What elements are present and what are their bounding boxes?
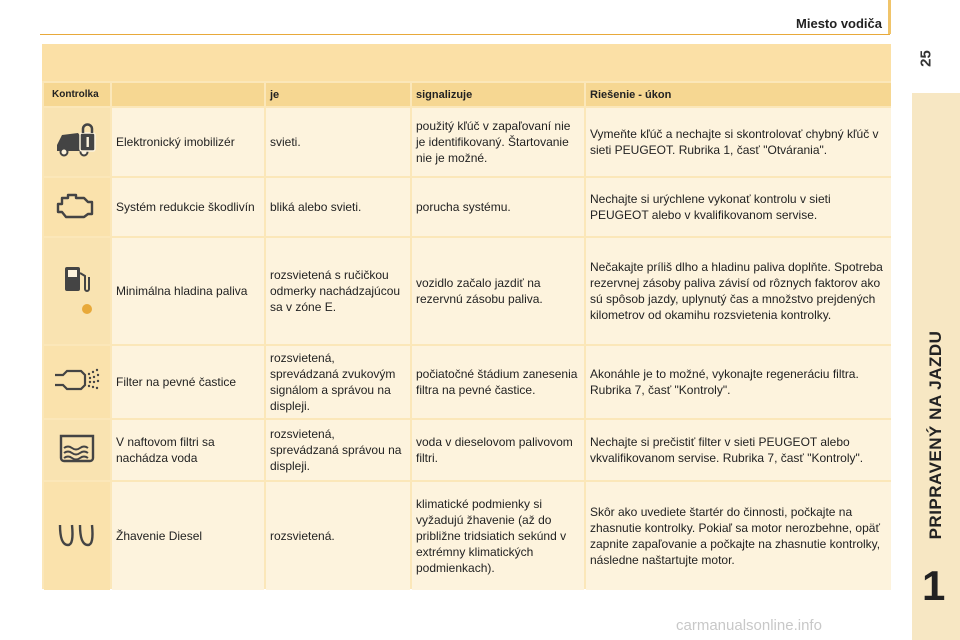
- row-signals: použitý kľúč v zapaľovaní nie je identifikovaný. Štartovanie nie je možné.: [412, 108, 584, 176]
- row-signals: klimatické podmienky si vyžadujú žhavenie (až do približne tridsiatich sekúnd v extrémny klimatických podmienkach).: [412, 482, 584, 590]
- row-state: rozsvietená.: [266, 482, 410, 590]
- row-name: Minimálna hladina paliva: [112, 238, 264, 344]
- section-title: Miesto vodiča: [796, 16, 882, 31]
- icon-cell: [44, 108, 110, 176]
- icon-cell: [44, 238, 110, 344]
- header-cell-state: je: [266, 83, 410, 106]
- row-action: Nečakajte príliš dlho a hladinu paliva doplňte. Spotreba rezervnej zásoby paliva závisí od rôznych faktorov ako sú spôsob jazdy, uplynutý čas a množstvo prejdených kilometrov od okamihu rozsvietenia kontrolky.: [586, 238, 891, 344]
- row-name: Elektronický imobilizér: [112, 108, 264, 176]
- header-cell-name: [112, 83, 264, 106]
- table-row: [44, 482, 891, 590]
- row-name: Žhavenie Diesel: [112, 482, 264, 590]
- icon-cell: [44, 482, 110, 590]
- header-cell-action: Riešenie - úkon: [586, 83, 891, 106]
- warning-lights-table: [42, 44, 891, 589]
- diesel-preheat-icon: [54, 519, 100, 549]
- table-row: [44, 178, 891, 236]
- row-state: bliká alebo svieti.: [266, 178, 410, 236]
- table-top-band: [42, 44, 891, 81]
- table-row: [44, 420, 891, 480]
- icon-cell: [44, 420, 110, 480]
- table-row: [44, 346, 891, 418]
- header-cell-indicator: Kontrolka: [44, 83, 110, 106]
- row-action: Akonáhle je to možné, vykonajte regeneráciu filtra. Rubrika 7, časť "Kontroly".: [586, 346, 891, 418]
- row-action: Nechajte si prečistiť filter v sieti PEUGEOT alebo vkvalifikovanom servise. Rubrika 7, časť "Kontroly".: [586, 420, 891, 480]
- engine-emission-icon: [54, 190, 100, 220]
- row-action: Nechajte si urýchlene vykonať kontrolu v sieti PEUGEOT alebo v kvalifikovanom servise.: [586, 178, 891, 236]
- table-row: [44, 238, 891, 344]
- table-header-row: [44, 83, 891, 106]
- row-signals: počiatočné štádium zanesenia filtra na pevné častice.: [412, 346, 584, 418]
- page-number: 25: [917, 50, 935, 67]
- immobilizer-icon: [54, 123, 100, 157]
- row-signals: vozidlo začalo jazdiť na rezervnú zásobu paliva.: [412, 238, 584, 344]
- chapter-number: 1: [922, 562, 946, 609]
- row-state: rozsvietená s ručičkou odmerky nachádzajúcou sa v zóne E.: [266, 238, 410, 344]
- row-name: Systém redukcie škodlivín: [112, 178, 264, 236]
- row-state: rozsvietená, sprevádzaná správou na displeji.: [266, 420, 410, 480]
- water-in-diesel-icon: [56, 432, 98, 464]
- row-state: rozsvietená, sprevádzaná zvukovým signálom a správou na displeji.: [266, 346, 410, 418]
- icon-cell: [44, 346, 110, 418]
- fuel-level-icon: [57, 259, 97, 319]
- row-name: Filter na pevné častice: [112, 346, 264, 418]
- row-action: Vymeňte kľúč a nechajte si skontrolovať chybný kľúč v sieti PEUGEOT. Rubrika 1, časť "Otvárania".: [586, 108, 891, 176]
- watermark-text: carmanualsonline.info: [676, 617, 822, 634]
- row-name: V naftovom filtri sa nachádza voda: [112, 420, 264, 480]
- chapter-label: PRIPRAVENÝ NA JAZDU: [926, 330, 945, 540]
- row-state: svieti.: [266, 108, 410, 176]
- row-signals: porucha systému.: [412, 178, 584, 236]
- particle-filter-icon: [51, 365, 103, 395]
- row-signals: voda v dieselovom palivovom filtri.: [412, 420, 584, 480]
- table-row: [44, 108, 891, 176]
- icon-cell: [44, 178, 110, 236]
- header-rule: [40, 34, 890, 35]
- table: [42, 81, 893, 592]
- row-action: Skôr ako uvediete štartér do činnosti, počkajte na zhasnutie kontrolky. Pokiaľ sa motor nerozbehne, opäť zapnite zapaľovanie a počkajte na zhasnutie kontrolky, následne naštartujte motor.: [586, 482, 891, 590]
- header-cell-signals: signalizuje: [412, 83, 584, 106]
- header-divider: [888, 0, 891, 34]
